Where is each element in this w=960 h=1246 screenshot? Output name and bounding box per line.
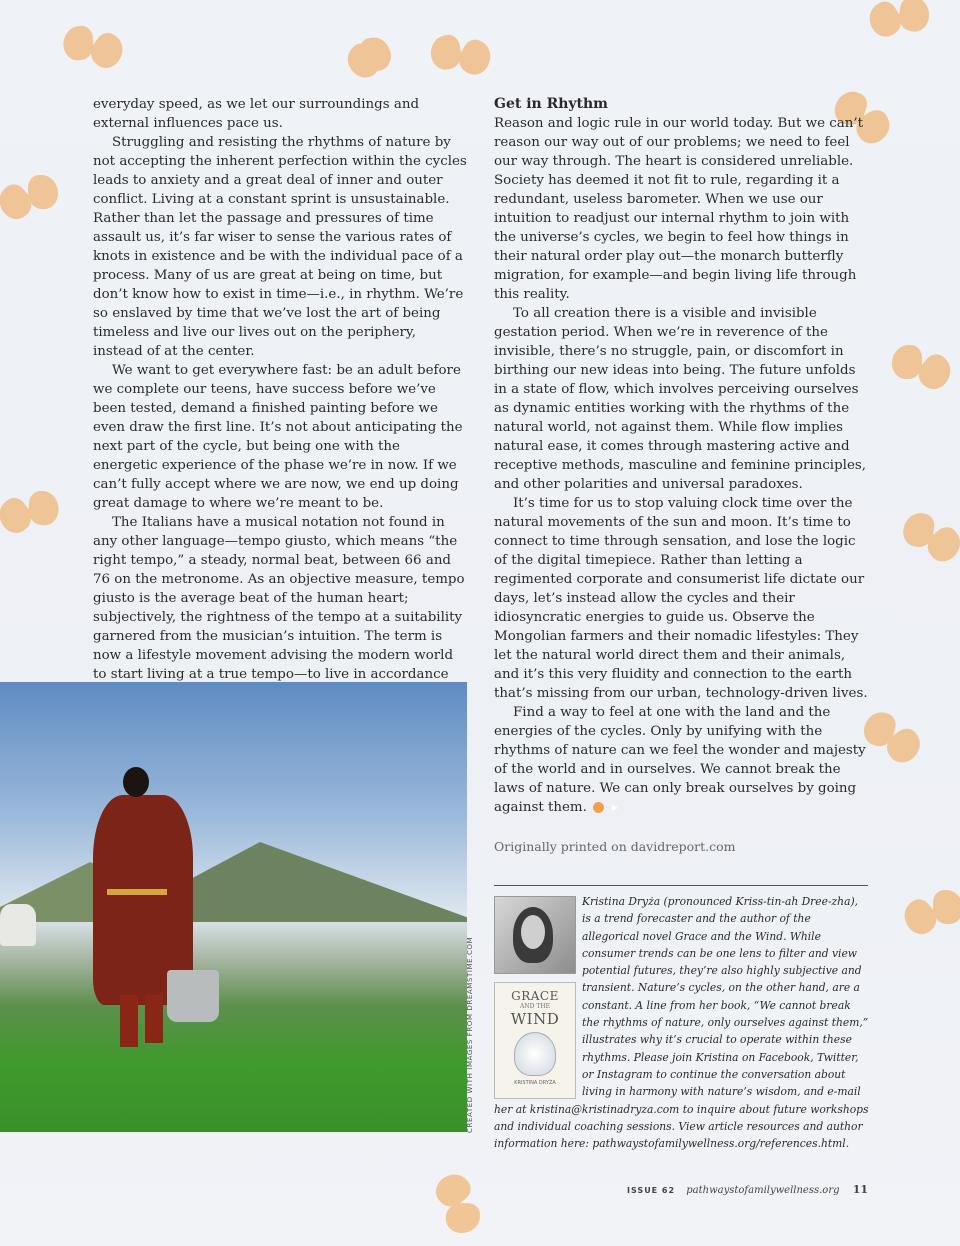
book-title-mid: AND THE	[520, 1003, 550, 1010]
right-text-column	[494, 95, 868, 856]
paragraph: everyday speed, as we let our surroundings and external influences pace us.	[93, 97, 420, 131]
paragraph: Struggling and resisting the rhythms of nature by not accepting the inherent perfection within the cycles leads to anxiety and a great deal of inner and outer conflict. Living at a constant sprint is unsustainable. Rather than let the passage and pressures of time assault us, it’s far wiser to sense the various rates of knots in existence and be with the individual pace of a process. Many of us are great at being on time, but don’t know how to exist in time—i.e., in rhythm. We’re so enslaved by time that we’ve lost the art of being timeless and live our lives out on the periphery, instead of at the center.	[93, 135, 467, 359]
butterfly-decoration	[0, 488, 64, 542]
paragraph: To all creation there is a visible and invisible gestation period. When we’re in reverence of the invisible, there’s no struggle, pain, or discomfort in birthing our new ideas into being. The future unfolds in a state of flow, which involves perceiving ourselves as dynamic entities working with the rhythms of the natural world, not against them. While flow implies natural ease, it comes through mastering active and receptive methods, masculine and feminine principles, and other polarities and universal paradoxes.	[494, 306, 867, 492]
butterfly-decoration	[867, 0, 933, 45]
paragraph: We want to get everywhere fast: be an adult before we complete our teens, have success before we’ve been tested, demand a finished painting before we even draw the first line. It’s not about anticipating the next part of the cycle, but being one with the energetic experience of the phase we’re in now. If we can’t fully accept where we are now, we end up doing great damage to where we’re meant to be.	[93, 363, 463, 511]
issue-label: ISSUE 62	[627, 1186, 676, 1195]
author-bio	[494, 893, 870, 1152]
paragraph-text: Find a way to feel at one with the land and the energies of the cycles. Only by unifying with the rhythms of nature can we feel the wonder and majesty of the world and in ourselves. We cannot break the laws of nature. We can only break ourselves by going against them.	[494, 705, 866, 815]
section-heading: Get in Rhythm	[494, 96, 608, 112]
photo-credit-text: CREATED WITH IMAGES FROM DREAMSTIME.COM	[466, 936, 474, 1133]
site-url: pathwaystofamilywellness.org	[686, 1185, 840, 1196]
book-author: KRISTINA DRYŻA	[514, 1080, 556, 1086]
photo-credit	[466, 933, 480, 1133]
butterfly-decoration	[342, 32, 402, 92]
left-text-column	[93, 95, 467, 722]
butterfly-decoration	[426, 1170, 484, 1240]
butterfly-decoration	[427, 33, 493, 83]
book-title-top: GRACE	[511, 989, 559, 1003]
nomad-photo	[0, 682, 467, 1132]
butterfly-decoration	[885, 341, 955, 399]
paragraph: It’s time for us to stop valuing clock time over the natural movements of the sun and moon. It’s time to connect to time through sensation, and lose the logic of the digital timepiece. Rather than letting a regimented corporate and consumerist life dictate our days, let’s instead allow the cycles and their idiosyncratic energies to guide us. Observe the Mongolian farmers and their nomadic lifestyles: They let the natural world direct them and their animals, and it’s this very fluidity and connection to the earth that’s missing from our urban, technology-driven lives.	[494, 496, 868, 701]
yurt-shape	[0, 904, 36, 946]
butterfly-decoration	[0, 171, 65, 229]
source-credit: Originally printed on davidreport.com	[494, 839, 736, 854]
book-title-bottom: WIND	[510, 1010, 560, 1028]
paragraph	[494, 703, 868, 817]
butterfly-decoration	[894, 508, 960, 573]
paragraph: The Italians have a musical notation not found in any other language—tempo giusto, which means “the right tempo,” a steady, normal beat, between 66 and 76 on the metronome. As an objective measure, tempo giusto is the average beat of the human heart; subjectively, the rightness of the tempo at a suitability garnered from the musician’s intuition. The term is now a lifestyle movement advising the modern world to start living at a true tempo—to live in accordance	[93, 515, 465, 682]
page-footer	[627, 1183, 868, 1196]
bio-divider	[494, 885, 868, 886]
page-number: 11	[852, 1183, 868, 1196]
end-mark-icon: ▶	[593, 802, 604, 813]
butterfly-decoration	[900, 886, 960, 944]
bucket-shape	[167, 970, 219, 1022]
butterfly-decoration	[58, 23, 126, 77]
author-bio-text: Kristina Dryża (pronounced Kriss-tin-ah Dree-zha), is a trend forecaster and the author of the allegorical novel Grace and the Wind. While consumer trends can be one lens to filter and view potential futures, they’re also highly subjective and transient. Nature’s cycles, on the other hand, are a constant. A line from her book, “We cannot break the rhythms of nature, only ourselves against them,” illustrates why it’s crucial to operate within these rhythms. Please join Kristina on Facebook, Twitter, or Instagram to continue the conversation about living in harmony with nature’s wisdom, and e-mail her at kristina@kristinadryza.com to inquire about future workshops and individual coaching sessions. View article resources and author information here: pathwaystofamilywellness.org/references.html.	[494, 895, 869, 1151]
paragraph: Reason and logic rule in our world today. But we can’t reason our way out of our problems; we need to feel our way through. The heart is considered unreliable. Society has deemed it not fit to rule, regarding it a redundant, useless barometer. When we use our intuition to readjust our internal rhythm to join with the universe’s cycles, we begin to feel how things in their natural order play out—the monarch butterfly migration, for example—and begin living life through this reality.	[494, 116, 864, 302]
